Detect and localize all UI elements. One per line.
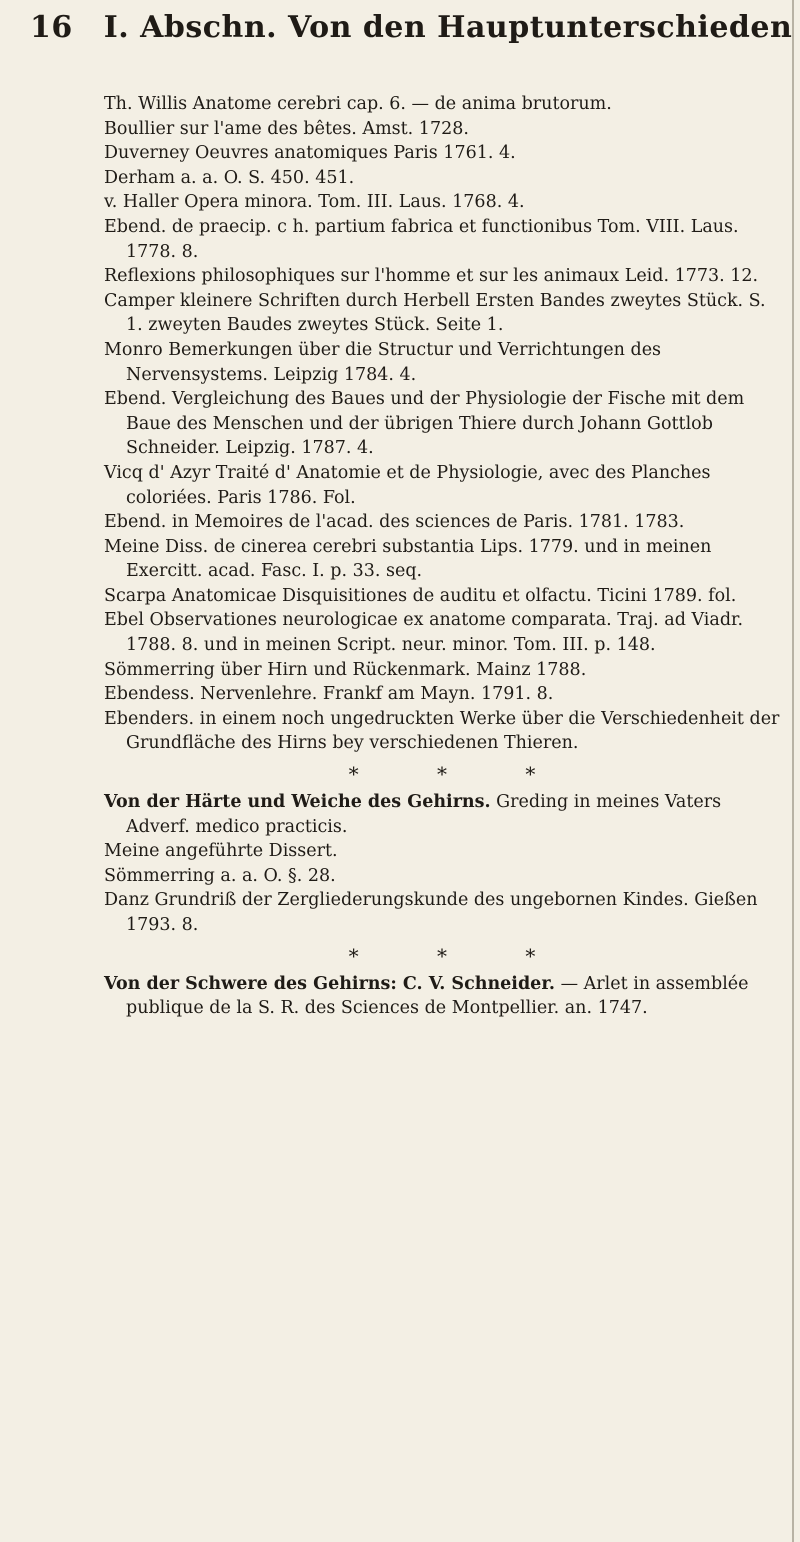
bibliography-entry: Th. Willis Anatome cerebri cap. 6. — de anima brutorum. [104,94,612,114]
running-title: I. Abschn. Von den Hauptunterschieden [103,10,793,45]
section-reference: — Arlet in assemblée publique de la S. R. des Sciences de Montpellier. an. 1747. [126,973,749,1019]
bibliography-entry: Meine Diss. de cinerea cerebri substantia Lips. 1779. und in meinen Exercitt. acad. Fasc. I. p. 33. seq. [104,536,712,582]
bibliography-entry: Ebend. Vergleichung des Baues und der Physiologie der Fische mit dem Baue des Menschen und der übrigen Thiere durch Johann Gottlob Schneider. Leipzig. 1787. 4. [104,389,745,459]
bibliography-entry: Ebend. in Memoires de l'acad. des sciences de Paris. 1781. 1783. [104,512,685,533]
bibliography-entry: Monro Bemerkungen über die Structur und Verrichtungen des Nervensystems. Leipzig 1784. 4. [104,339,662,385]
asterism-separator: * * * [348,943,572,968]
bibliography-entry: Derham a. a. O. S. 450. 451. [104,167,355,188]
bibliography-entry: Vicq d' Azyr Traité d' Anatomie et de Physiologie, avec des Planches coloriées. Paris 1786. Fol. [104,462,711,508]
section-title: Von der Härte und Weiche des Gehirns. [104,792,491,813]
bibliography-entry: Boullier sur l'ame des bêtes. Amst. 1728. [104,118,469,139]
section-weight [104,972,780,1021]
bibliography-entry: Sömmerring über Hirn und Rückenmark. Mainz 1788. [104,659,587,680]
section-heading [104,972,780,1021]
bibliography-entry: v. Haller Opera minora. Tom. III. Laus. 1768. 4. [104,192,525,213]
bibliography-entry: Danz Grundriß der Zergliederungskunde des ungebornen Kindes. Gießen 1793. 8. [104,890,758,935]
page-number: 16 [30,10,73,45]
bibliography-entry: Ebendess. Nervenlehre. Frankf am Mayn. 1791. 8. [104,684,554,705]
bibliography-entry: Reflexions philosophiques sur l'homme et sur les animaux Leid. 1773. 12. [104,266,759,287]
section-reference: Greding in meines Vaters Adverf. medico practicis. [126,792,722,837]
asterism-separator: * * * [348,762,572,787]
bibliography-entry: Sömmerring a. a. O. §. 28. [104,865,336,886]
running-header [30,10,793,45]
section-heading [104,790,780,839]
bibliography-entry: Ebel Observationes neurologicae ex anatome comparata. Traj. ad Viadr. 1788. 8. und in meinen Script. neur. minor. Tom. III. p. 148. [104,610,744,656]
bibliography-entry: Ebend. de praecip. c h. partium fabrica et functionibus Tom. VIII. Laus. 1778. 8. [104,216,739,262]
bibliography-entry: Scarpa Anatomicae Disquisitiones de auditu et olfactu. Ticini 1789. fol. [104,585,737,606]
section-title: Von der Schwere des Gehirns: C. V. Schneider. [104,973,556,994]
bibliography-entry: Duverney Oeuvres anatomiques Paris 1761. 4. [104,143,516,164]
bibliography-entry: Meine angeführte Dissert. [104,841,338,862]
page-edge [792,0,794,1542]
bibliography-entry: Ebenders. in einem noch ungedruckten Werke über die Verschiedenheit der Grundfläche des Hirns bey verschiedenen Thieren. [104,708,780,754]
section-hardness [104,790,780,938]
bibliography-body [104,92,780,1021]
bibliography-entry: Camper kleinere Schriften durch Herbell Ersten Bandes zweytes Stück. S. 1. zweyten Baudes zweytes Stück. Seite 1. [104,290,766,336]
